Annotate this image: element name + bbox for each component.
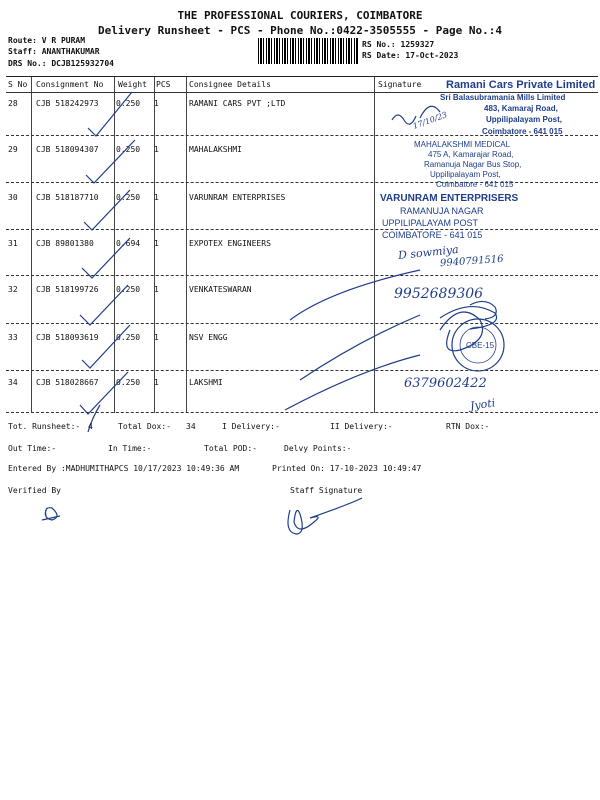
- row-weight: 0.250: [116, 145, 141, 154]
- row-pcs: 1: [154, 145, 159, 154]
- row-weight: 0.250: [116, 99, 141, 108]
- out-time-label: Out Time:-: [8, 444, 57, 453]
- stamp-maha-line1: MAHALAKSHMI MEDICAL: [414, 140, 511, 149]
- stamp-maha-line5: Coimbatore - 641 015: [436, 180, 514, 189]
- stamp-ramani-line3: 483, Kamaraj Road,: [484, 104, 558, 113]
- row-consignee: EXPOTEX ENGINEERS: [189, 239, 271, 248]
- row-consignment: CJB 518199726: [36, 285, 99, 294]
- row-consignment: CJB 518094307: [36, 145, 99, 154]
- col-consignee: Consignee Details: [189, 80, 271, 89]
- in-time-label: In Time:-: [108, 444, 152, 453]
- company-title: THE PROFESSIONAL COURIERS, COIMBATORE: [177, 9, 423, 22]
- stamp-maha-line2: 475 A, Kamarajar Road,: [428, 150, 514, 159]
- handwritten-phone-2: 9952689306: [394, 286, 484, 302]
- col-weight: Weight: [118, 80, 147, 89]
- stamp-maha-line4: Uppilipalayam Post,: [430, 170, 501, 179]
- row-pcs: 1: [154, 239, 159, 248]
- row-pcs: 1: [154, 378, 159, 387]
- row-consignment: CJB 518093619: [36, 333, 99, 342]
- row-pcs: 1: [154, 193, 159, 202]
- row-sno: 31: [8, 239, 18, 248]
- stamp-ramani-line2: Sri Balasubramania Mills Limited: [440, 93, 566, 102]
- row-sno: 29: [8, 145, 18, 154]
- row-weight: 0.250: [116, 378, 141, 387]
- row-consignment: CJB 518028667: [36, 378, 99, 387]
- row-weight: 0.694: [116, 239, 141, 248]
- stamp-varun-line2: RAMANUJA NAGAR: [400, 206, 484, 216]
- row-consignee: LAKSHMI: [189, 378, 223, 387]
- route-label: Route: V R PURAM: [8, 36, 86, 45]
- handwritten-phone-3: 6379602422: [404, 376, 487, 391]
- col-signature: Signature: [378, 80, 422, 89]
- handwritten-phone-1: 9940791516: [439, 253, 504, 270]
- row-sno: 34: [8, 378, 18, 387]
- row-weight: 0.250: [116, 285, 141, 294]
- rs-number: RS No.: 1259327: [362, 40, 435, 49]
- total-dox-label: Total Dox:-: [118, 422, 171, 431]
- row-sno: 30: [8, 193, 18, 202]
- row-sno: 33: [8, 333, 18, 342]
- stamp-nsv: CBE-15: [466, 341, 495, 350]
- rs-date: RS Date: 17-Oct-2023: [362, 51, 459, 60]
- col-pcs: PCS: [156, 80, 171, 89]
- row-consignee: VARUNRAM ENTERPRISES: [189, 193, 286, 202]
- i-delivery-label: I Delivery:-: [222, 422, 280, 431]
- verified-by-label: Verified By: [8, 486, 61, 495]
- staff-label: Staff: ANANTHAKUMAR: [8, 47, 100, 56]
- tot-runsheet-value: 4: [88, 422, 93, 431]
- row-consignee: MAHALAKSHMI: [189, 145, 242, 154]
- staff-signature-label: Staff Signature: [290, 486, 363, 495]
- stamp-varun-line1: VARUNRAM ENTERPRISERS: [380, 193, 519, 204]
- row-consignee: NSV ENGG: [189, 333, 228, 342]
- printed-on: Printed On: 17-10-2023 10:49:47: [272, 464, 422, 473]
- stamp-varun-line3: UPPILIPALAYAM POST: [382, 218, 479, 228]
- total-pod-label: Total POD:-: [204, 444, 257, 453]
- stamp-ramani-line1: Ramani Cars Private Limited: [446, 79, 596, 91]
- col-consignment: Consignment No: [36, 80, 104, 89]
- runsheet-subtitle: Delivery Runsheet - PCS - Phone No.:0422-3505555 - Page No.:4: [98, 24, 502, 37]
- row-pcs: 1: [154, 333, 159, 342]
- row-sno: 28: [8, 99, 18, 108]
- handwritten-name: D sowmiya: [397, 242, 460, 263]
- row-consignee: VENKATESWARAN: [189, 285, 252, 294]
- row-sno: 32: [8, 285, 18, 294]
- stamp-ramani-line4: Uppilipalayam Post,: [486, 115, 563, 124]
- rtn-dox-label: RTN Dox:-: [446, 422, 490, 431]
- handwritten-signature: Jyoti: [469, 396, 496, 413]
- row-consignment: CJB 518187710: [36, 193, 99, 202]
- entered-by: Entered By :MADHUMITHAPCS 10/17/2023 10:49:36 AM: [8, 464, 240, 473]
- delvy-points-label: Delvy Points:-: [284, 444, 352, 453]
- row-consignment: CJB 518242973: [36, 99, 99, 108]
- row-consignee: RAMANI CARS PVT ;LTD: [189, 99, 286, 108]
- row-consignment: CJB 89801380: [36, 239, 94, 248]
- row-pcs: 1: [154, 99, 159, 108]
- tot-runsheet-label: Tot. Runsheet:-: [8, 422, 81, 431]
- row-weight: 0.250: [116, 333, 141, 342]
- stamp-ramani-line5: Coimbatore - 641 015: [482, 127, 563, 136]
- ii-delivery-label: II Delivery:-: [330, 422, 393, 431]
- handwritten-date: 17/10/23: [411, 110, 449, 131]
- col-sno: S No: [8, 80, 28, 89]
- total-dox-value: 34: [186, 422, 196, 431]
- row-pcs: 1: [154, 285, 159, 294]
- row-weight: 0.250: [116, 193, 141, 202]
- drs-number: DRS No.: DCJB125932704: [8, 59, 114, 68]
- stamp-maha-line3: Ramanuja Nagar Bus Stop,: [424, 160, 522, 169]
- stamp-varun-line4: COIMBATORE - 641 015: [382, 230, 483, 240]
